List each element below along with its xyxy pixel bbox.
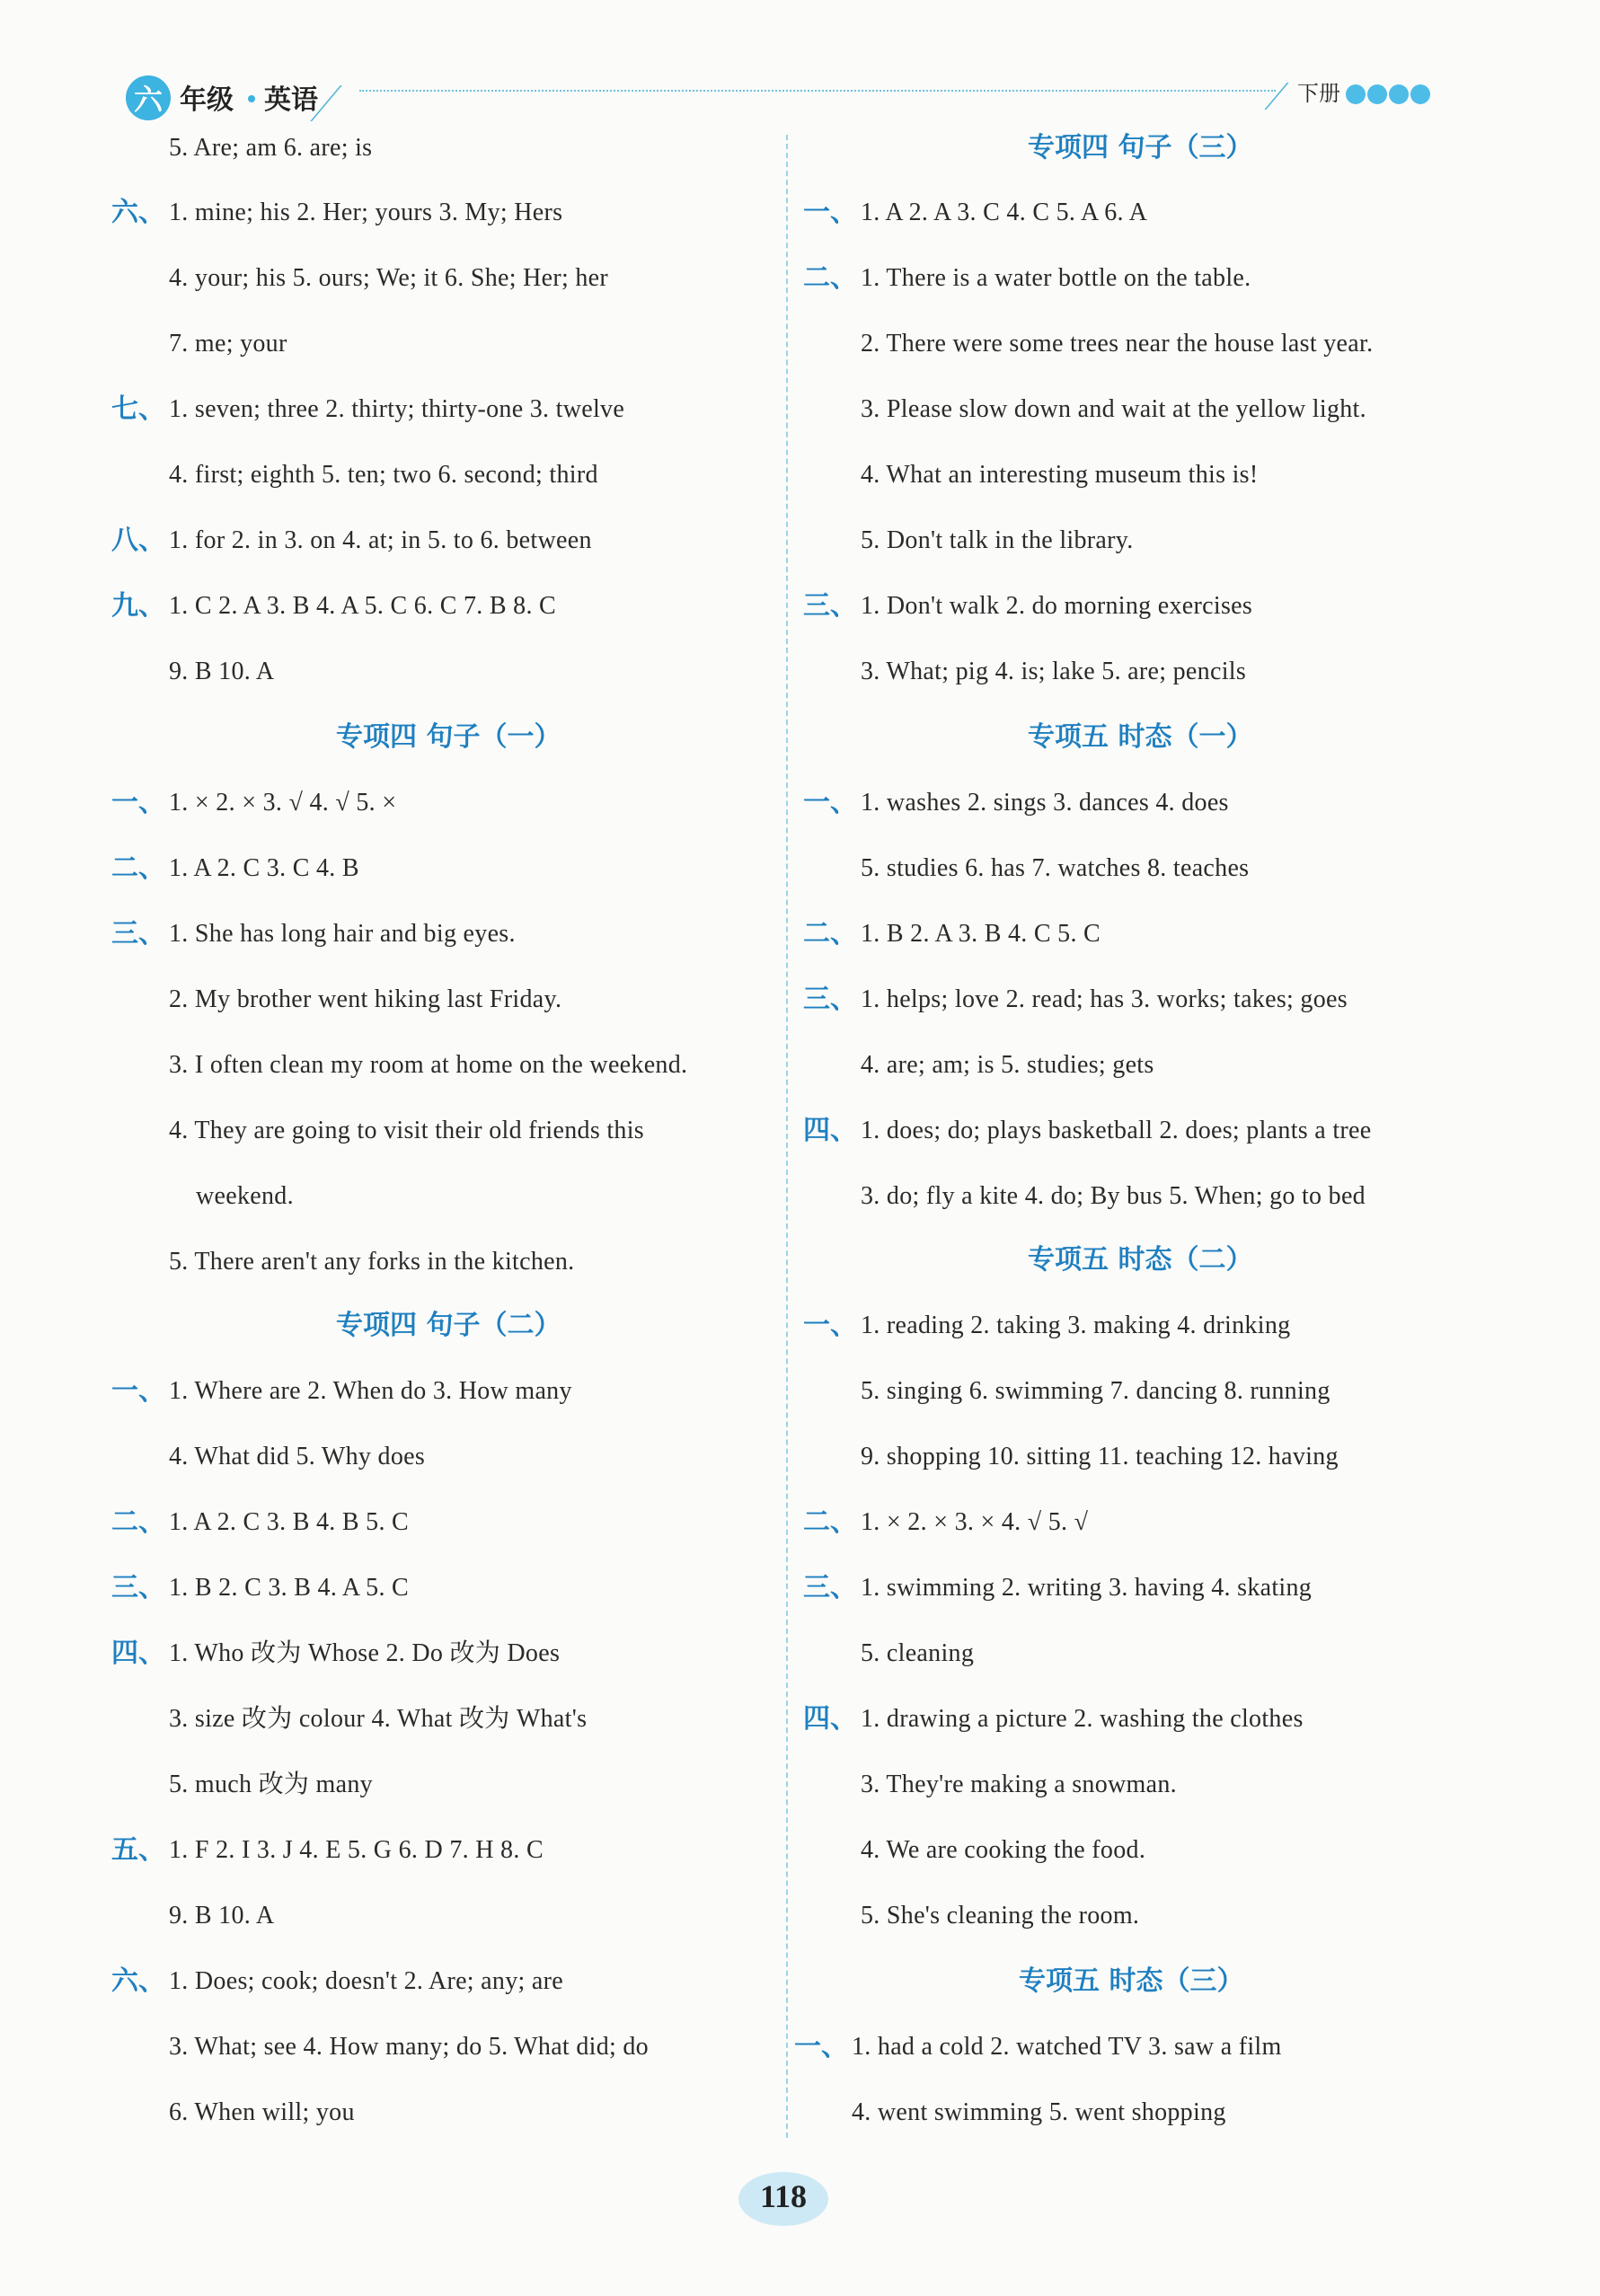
section-title: 专项四 句子（三） xyxy=(1028,132,1253,163)
answer-line: 1. washes 2. sings 3. dances 4. does xyxy=(861,789,1229,817)
answer-line: 1. B 2. A 3. B 4. C 5. C xyxy=(861,920,1101,948)
answer-line: 1. swimming 2. writing 3. having 4. skating xyxy=(861,1574,1313,1602)
answer-line: 3. What; see 4. How many; do 5. What did; do xyxy=(169,2033,649,2061)
question-number: 五、 xyxy=(111,1834,165,1866)
volume-label: 下册 xyxy=(1297,81,1340,106)
question-number: 一、 xyxy=(794,2031,848,2062)
answer-line: 1. for 2. in 3. on 4. at; in 5. to 6. between xyxy=(169,526,592,554)
answer-line: 5. Don't talk in the library. xyxy=(861,526,1134,554)
grade-number: 六 xyxy=(133,83,163,117)
badge-circle xyxy=(1367,84,1387,104)
subject-label: 英语 xyxy=(264,84,318,116)
answer-line: 5. She's cleaning the room. xyxy=(861,1902,1140,1930)
answer-line: 3. Please slow down and wait at the yellow light. xyxy=(861,395,1366,423)
answer-line: 5. much 改为 many xyxy=(169,1771,373,1798)
answer-line: 9. B 10. A xyxy=(169,1902,275,1930)
answer-line: 7. me; your xyxy=(169,330,287,358)
question-number: 一、 xyxy=(803,197,857,228)
answer-line: 1. had a cold 2. watched TV 3. saw a film xyxy=(852,2033,1282,2061)
answer-line: 4. We are cooking the food. xyxy=(861,1836,1146,1864)
page-number: 118 xyxy=(759,2178,807,2214)
question-number: 一、 xyxy=(111,787,165,818)
answer-line: 3. do; fly a kite 4. do; By bus 5. When; go to bed xyxy=(861,1182,1366,1210)
answer-line: 5. Are; am 6. are; is xyxy=(169,134,373,162)
question-number: 三、 xyxy=(803,590,857,622)
answer-line: 1. helps; love 2. read; has 3. works; takes; goes xyxy=(861,985,1348,1013)
question-number: 六、 xyxy=(111,1965,165,1997)
answer-line: 6. When will; you xyxy=(169,2098,355,2126)
answer-line: 2. There were some trees near the house last year. xyxy=(861,330,1374,358)
answer-line: 1. B 2. C 3. B 4. A 5. C xyxy=(169,1574,410,1602)
answer-line: 5. studies 6. has 7. watches 8. teaches xyxy=(861,854,1250,882)
grade-badge xyxy=(126,75,171,120)
header-badges xyxy=(1346,84,1430,104)
answer-line: 1. Where are 2. When do 3. How many xyxy=(169,1377,572,1405)
answer-line: 1. reading 2. taking 3. making 4. drinking xyxy=(861,1311,1291,1339)
question-number: 八、 xyxy=(111,525,165,556)
answer-line: 1. does; do; plays basketball 2. does; plants a tree xyxy=(861,1117,1372,1144)
question-number: 三、 xyxy=(803,984,857,1015)
answer-line: 1. seven; three 2. thirty; thirty-one 3. twelve xyxy=(169,395,625,423)
answer-line: 1. × 2. × 3. × 4. √ 5. √ xyxy=(861,1508,1089,1536)
section-title: 专项五 时态（二） xyxy=(1028,1244,1253,1276)
section-title: 专项四 句子（二） xyxy=(336,1310,561,1341)
question-number: 三、 xyxy=(111,918,165,949)
answer-line: 5. cleaning xyxy=(861,1639,975,1667)
answer-line: 4. What an interesting museum this is! xyxy=(861,461,1259,489)
question-number: 四、 xyxy=(803,1703,857,1735)
question-number: 三、 xyxy=(803,1572,857,1603)
answer-line: 4. What did 5. Why does xyxy=(169,1443,426,1470)
question-number: 一、 xyxy=(111,1375,165,1407)
question-number: 二、 xyxy=(111,852,165,884)
answer-line: 3. They're making a snowman. xyxy=(861,1771,1177,1798)
question-number: 六、 xyxy=(111,197,165,228)
question-number: 一、 xyxy=(803,1310,857,1341)
answer-line: 1. F 2. I 3. J 4. E 5. G 6. D 7. H 8. C xyxy=(169,1836,544,1864)
answer-line: 3. size 改为 colour 4. What 改为 What's xyxy=(169,1705,588,1733)
answer-line: 9. shopping 10. sitting 11. teaching 12. having xyxy=(861,1443,1339,1470)
answer-line: 1. C 2. A 3. B 4. A 5. C 6. C 7. B 8. C xyxy=(169,592,557,620)
question-number: 四、 xyxy=(111,1638,165,1669)
answer-line: 1. There is a water bottle on the table. xyxy=(861,264,1251,292)
question-number: 一、 xyxy=(803,787,857,818)
answer-line: 3. What; pig 4. is; lake 5. are; pencils xyxy=(861,658,1247,685)
question-number: 二、 xyxy=(803,918,857,949)
answer-line: 1. A 2. C 3. C 4. B xyxy=(169,854,359,882)
section-title: 专项五 时态（三） xyxy=(1019,1965,1244,1997)
badge-circle xyxy=(1389,84,1409,104)
question-number: 二、 xyxy=(111,1506,165,1538)
answer-line: 4. first; eighth 5. ten; two 6. second; third xyxy=(169,461,598,489)
answer-line: 1. × 2. × 3. √ 4. √ 5. × xyxy=(169,789,397,817)
question-number: 二、 xyxy=(803,1506,857,1538)
answer-line: 4. They are going to visit their old friends this xyxy=(169,1117,644,1144)
header-dotted-line xyxy=(359,90,1276,92)
answer-line: 1. mine; his 2. Her; yours 3. My; Hers xyxy=(169,199,563,226)
answer-line: 5. There aren't any forks in the kitchen. xyxy=(169,1248,575,1276)
answer-line: 1. A 2. A 3. C 4. C 5. A 6. A xyxy=(861,199,1148,226)
answer-line: 4. went swimming 5. went shopping xyxy=(852,2098,1226,2126)
answer-line: 1. Does; cook; doesn't 2. Are; any; are xyxy=(169,1967,563,1995)
answer-line: 2. My brother went hiking last Friday. xyxy=(169,985,562,1013)
answer-line: 9. B 10. A xyxy=(169,658,275,685)
badge-circle xyxy=(1410,84,1430,104)
question-number: 三、 xyxy=(111,1572,165,1603)
question-number: 四、 xyxy=(803,1115,857,1146)
answer-line: 3. I often clean my room at home on the weekend. xyxy=(169,1051,688,1079)
answer-line: weekend. xyxy=(196,1182,294,1210)
answer-line: 1. A 2. C 3. B 4. B 5. C xyxy=(169,1508,410,1536)
section-title: 专项四 句子（一） xyxy=(336,721,561,753)
column-divider xyxy=(786,135,788,2138)
question-number: 七、 xyxy=(111,393,165,425)
answer-line: 1. She has long hair and big eyes. xyxy=(169,920,516,948)
answer-line: 1. Don't walk 2. do morning exercises xyxy=(861,592,1253,620)
answer-line: 5. singing 6. swimming 7. dancing 8. running xyxy=(861,1377,1330,1405)
answer-line: 4. your; his 5. ours; We; it 6. She; Her; her xyxy=(169,264,609,292)
answer-line: 4. are; am; is 5. studies; gets xyxy=(861,1051,1154,1079)
answer-line: 1. Who 改为 Whose 2. Do 改为 Does xyxy=(169,1639,561,1667)
answer-line: 1. drawing a picture 2. washing the clothes xyxy=(861,1705,1304,1733)
badge-circle xyxy=(1346,84,1366,104)
grade-label: 年级 xyxy=(180,84,234,116)
header-dot xyxy=(248,95,255,102)
question-number: 二、 xyxy=(803,262,857,294)
section-title: 专项五 时态（一） xyxy=(1028,721,1253,753)
question-number: 九、 xyxy=(111,590,165,622)
